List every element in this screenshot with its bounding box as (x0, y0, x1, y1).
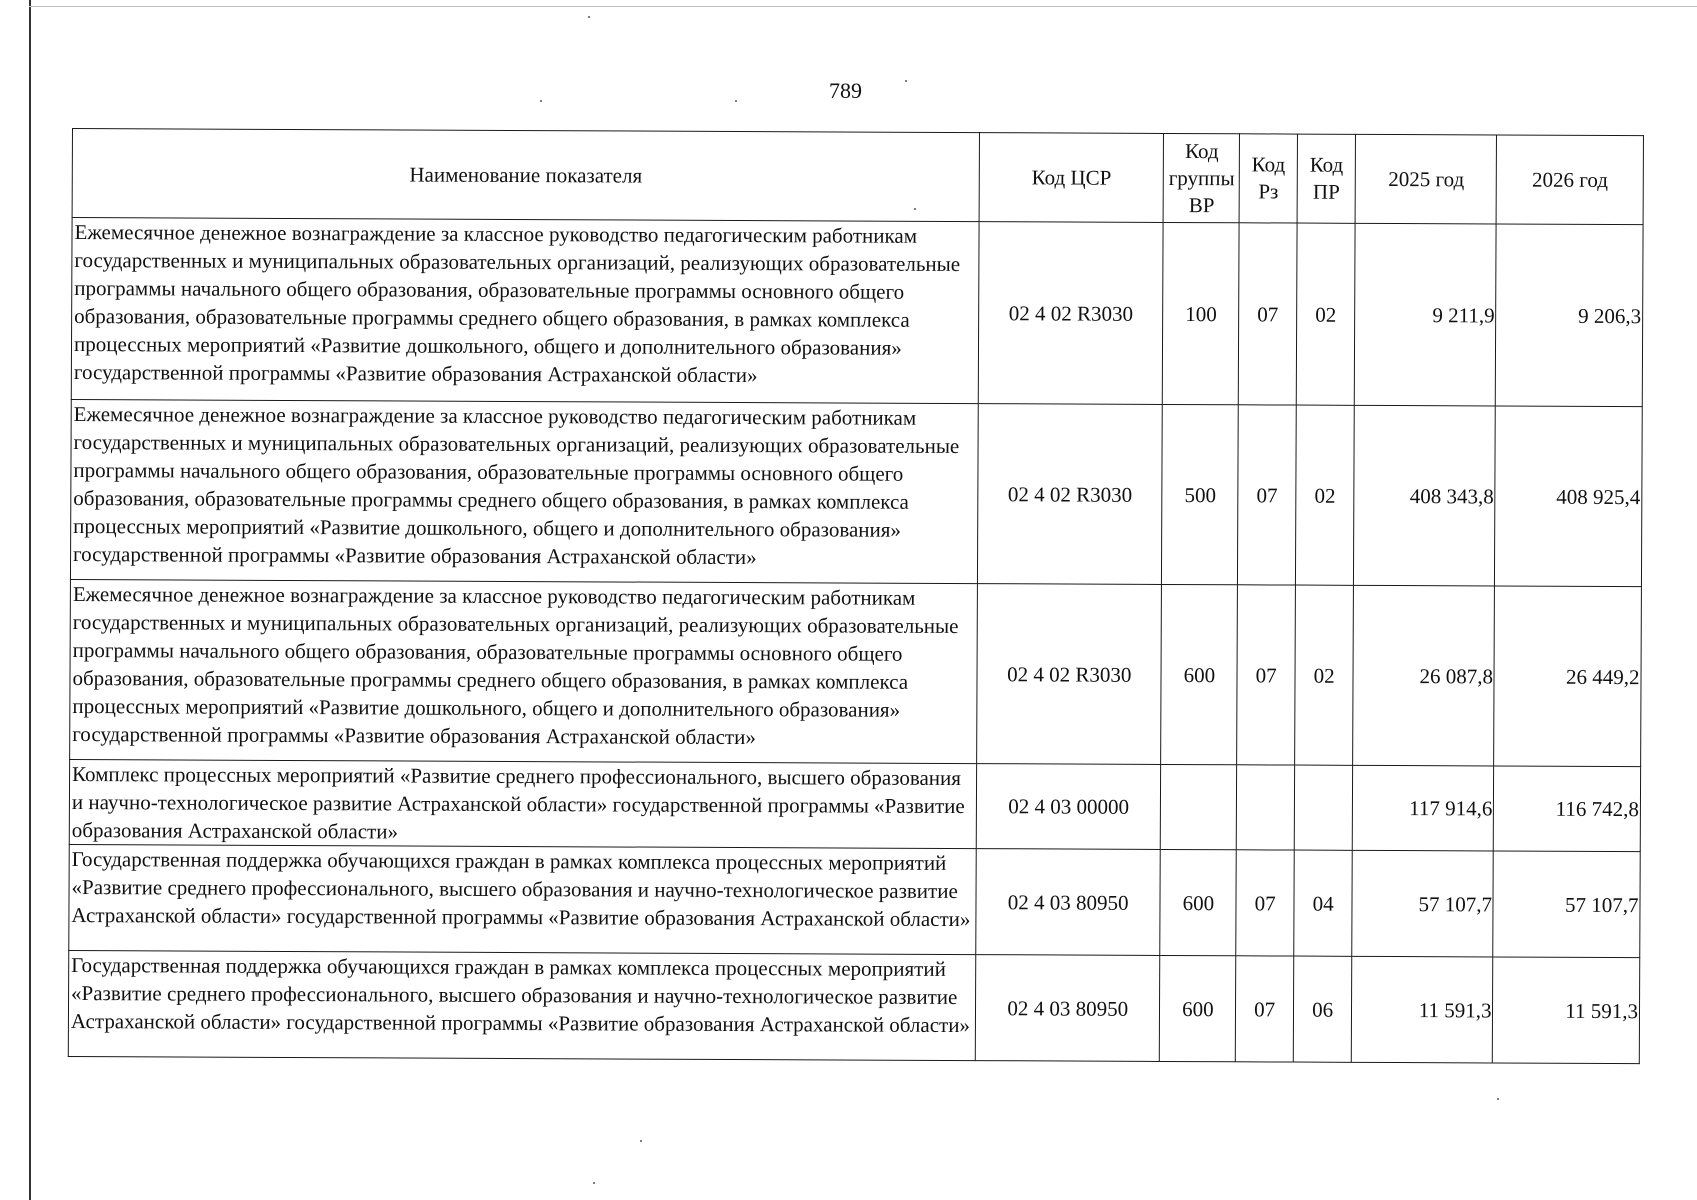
row-rz: 07 (1236, 850, 1294, 956)
row-vr: 500 (1162, 404, 1239, 584)
header-2025: 2025 год (1356, 134, 1497, 224)
row-2026: 11 591,3 (1493, 957, 1640, 1064)
row-2026: 116 742,8 (1494, 766, 1641, 852)
scan-left-edge (29, 0, 31, 1200)
table-row (68, 950, 1639, 1063)
scan-speck (735, 100, 737, 102)
row-2025: 26 087,8 (1353, 585, 1495, 766)
row-pr: 02 (1294, 585, 1353, 765)
scan-speck (905, 80, 907, 82)
row-2026: 408 925,4 (1495, 406, 1642, 587)
table-row (71, 218, 1643, 407)
row-pr (1294, 765, 1353, 850)
row-csr: 02 4 03 80950 (976, 849, 1161, 956)
row-csr: 02 4 03 80950 (975, 955, 1160, 1062)
scan-speck (1497, 1098, 1499, 1100)
page-number: 789 (829, 78, 862, 103)
row-vr: 600 (1160, 849, 1236, 955)
scan-speck (914, 208, 916, 210)
scan-top-edge (29, 6, 1697, 7)
row-2026: 9 206,3 (1496, 224, 1643, 407)
table-header-row (72, 129, 1643, 225)
row-2025: 11 591,3 (1352, 956, 1494, 1063)
row-vr (1161, 764, 1237, 849)
row-2025: 408 343,8 (1354, 405, 1496, 586)
row-vr: 100 (1163, 222, 1240, 404)
row-csr: 02 4 02 R3030 (977, 584, 1162, 765)
row-2025: 117 914,6 (1353, 765, 1494, 851)
row-vr: 600 (1161, 584, 1238, 764)
row-pr: 04 (1294, 850, 1353, 956)
row-pr: 06 (1293, 956, 1352, 1062)
header-pr: Код ПР (1297, 134, 1356, 223)
row-name: Ежемесячное денежное вознаграждение за классное руководство педагогическим работникам государственных и муниципальных образовательных организаций, реализующих образовательные программы начального общего образования, образовательные программы основного общего образования, образовательные программы среднего общего образования, в рамках комплекса процессных мероприятий «Развитие дошкольного, общего и дополнительного образования» государственной программы «Развитие образования Астраханской области» (71, 218, 979, 404)
table-row (69, 759, 1640, 851)
row-name: Ежемесячное денежное вознаграждение за классное руководство педагогическим работникам государственных и муниципальных образовательных организаций, реализующих образовательные программы начального общего образования, образовательные программы основного общего образования, образовательные программы среднего общего образования, в рамках комплекса процессных мероприятий «Развитие дошкольного, общего и дополнительного образования» государственной программы «Развитие образования Астраханской области» (70, 399, 978, 583)
scan-speck (588, 16, 590, 18)
row-pr: 02 (1295, 405, 1354, 585)
row-rz: 07 (1236, 956, 1294, 1062)
budget-table (68, 128, 1644, 1064)
scan-speck (593, 1182, 595, 1184)
row-csr: 02 4 02 R3030 (977, 404, 1162, 585)
header-csr: Код ЦСР (979, 133, 1164, 223)
table-row (70, 579, 1642, 766)
row-2026: 26 449,2 (1494, 586, 1641, 767)
row-vr: 600 (1160, 955, 1236, 1061)
table-row (69, 844, 1640, 957)
row-rz: 07 (1237, 585, 1295, 765)
row-name: Государственная поддержка обучающихся граждан в рамках комплекса процессных мероприятий «Развитие среднего профессионального, высшего образования и научно-технологическое развитие Астраханской области» государственной программы «Развитие образования Астраханской области» (68, 950, 975, 1060)
row-name: Государственная поддержка обучающихся граждан в рамках комплекса процессных мероприятий «Развитие среднего профессионального, высшего образования и научно-технологическое развитие Астраханской области» государственной программы «Развитие образования Астраханской области» (69, 844, 976, 954)
row-2025: 9 211,9 (1355, 223, 1497, 406)
row-2025: 57 107,7 (1352, 850, 1494, 957)
header-rz: Код Рз (1239, 134, 1297, 223)
header-2026: 2026 год (1497, 135, 1644, 225)
row-csr: 02 4 02 R3030 (978, 222, 1163, 405)
row-name: Ежемесячное денежное вознаграждение за классное руководство педагогическим работникам государственных и муниципальных образовательных организаций, реализующих образовательные программы начального общего образования, образовательные программы основного общего образования, образовательные программы среднего общего образования, в рамках комплекса процессных мероприятий «Развитие дошкольного, общего и дополнительного образования» государственной программы «Развитие образования Астраханской области» (70, 579, 978, 763)
header-vr: Код группы ВР (1164, 133, 1240, 222)
row-csr: 02 4 03 00000 (976, 764, 1161, 850)
header-name: Наименование показателя (72, 129, 979, 222)
table-row (70, 399, 1642, 586)
row-rz: 07 (1239, 223, 1297, 405)
row-name: Комплекс процессных мероприятий «Развитие среднего профессионального, высшего образования и научно-технологическое развитие Астраханской области» государственной программы «Развитие образования Астраханской области» (69, 759, 976, 848)
scan-speck (540, 100, 542, 102)
row-pr: 02 (1296, 223, 1355, 405)
row-rz: 07 (1238, 405, 1296, 585)
scan-speck (640, 1140, 642, 1142)
row-2026: 57 107,7 (1493, 851, 1640, 958)
row-rz (1237, 765, 1295, 850)
